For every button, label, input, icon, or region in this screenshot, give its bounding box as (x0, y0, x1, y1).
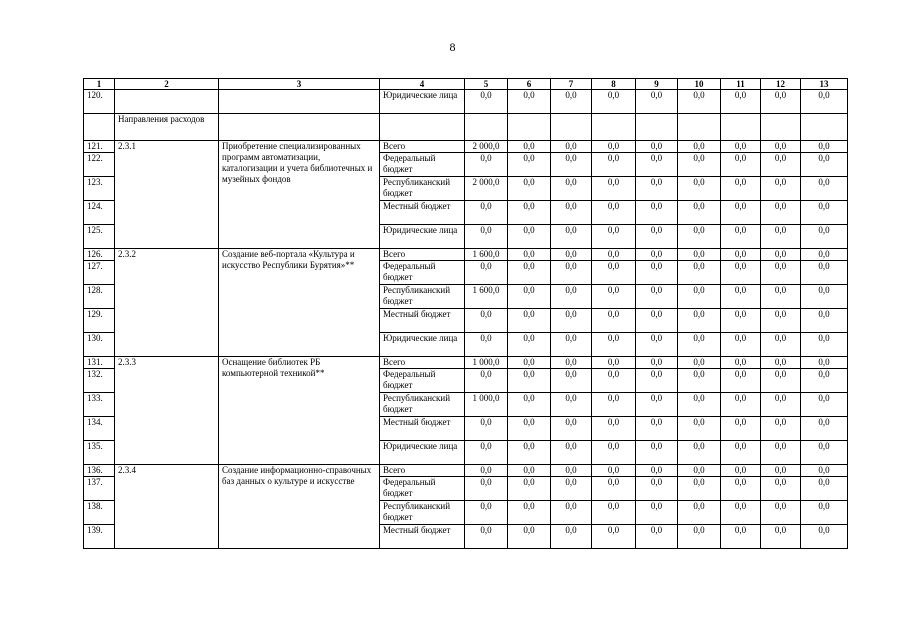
value-cell: 0,0 (508, 525, 551, 549)
value-cell: 1 600,0 (465, 285, 508, 309)
value-cell: 0,0 (721, 177, 761, 201)
funding-source: Республиканский бюджет (380, 501, 465, 525)
funding-source: Юридические лица (380, 333, 465, 357)
value-cell: 0,0 (551, 393, 592, 417)
funding-source: Всего (380, 357, 465, 369)
row-number: 124. (84, 201, 115, 225)
value-cell: 0,0 (678, 201, 721, 225)
funding-source: Юридические лица (380, 441, 465, 465)
value-cell: 1 000,0 (465, 393, 508, 417)
value-cell: 2 000,0 (465, 177, 508, 201)
column-header: 12 (761, 79, 801, 90)
value-cell: 0,0 (508, 369, 551, 393)
value-cell: 0,0 (551, 141, 592, 153)
name-cell: Создание веб-портала «Культура и искусство Республики Бурятия»** (219, 249, 380, 357)
column-header: 10 (678, 79, 721, 90)
table-row (84, 141, 848, 153)
value-cell: 0,0 (678, 369, 721, 393)
value-cell: 0,0 (636, 465, 678, 477)
table-row (84, 357, 848, 369)
value-cell: 0,0 (678, 333, 721, 357)
value-cell: 0,0 (801, 465, 848, 477)
value-cell: 1 600,0 (465, 249, 508, 261)
value-cell: 0,0 (508, 441, 551, 465)
value-cell: 0,0 (465, 465, 508, 477)
value-cell: 0,0 (636, 417, 678, 441)
value-cell: 0,0 (465, 153, 508, 177)
value-cell: 0,0 (721, 249, 761, 261)
value-cell: 0,0 (761, 333, 801, 357)
name-cell (219, 90, 380, 114)
value-cell: 0,0 (551, 225, 592, 249)
value-cell: 0,0 (636, 369, 678, 393)
value-cell: 1 000,0 (465, 357, 508, 369)
funding-source: Всего (380, 465, 465, 477)
value-cell: 0,0 (636, 525, 678, 549)
value-cell: 0,0 (761, 465, 801, 477)
value-cell: 0,0 (551, 417, 592, 441)
funding-source: Республиканский бюджет (380, 393, 465, 417)
value-cell: 0,0 (551, 501, 592, 525)
value-cell: 0,0 (551, 333, 592, 357)
value-cell: 0,0 (721, 261, 761, 285)
column-header: 4 (380, 79, 465, 90)
value-cell: 0,0 (465, 501, 508, 525)
column-header: 1 (84, 79, 115, 90)
value-cell: 0,0 (678, 309, 721, 333)
column-header: 13 (801, 79, 848, 90)
value-cell: 0,0 (761, 309, 801, 333)
funding-source: Республиканский бюджет (380, 285, 465, 309)
value-cell: 0,0 (465, 90, 508, 114)
value-cell: 0,0 (801, 141, 848, 153)
value-cell: 0,0 (721, 153, 761, 177)
value-cell: 0,0 (801, 393, 848, 417)
value-cell: 0,0 (721, 357, 761, 369)
funding-source: Местный бюджет (380, 417, 465, 441)
value-cell: 0,0 (678, 285, 721, 309)
code-cell: 2.3.3 (115, 357, 219, 465)
value-cell: 0,0 (551, 90, 592, 114)
value-cell: 0,0 (592, 525, 636, 549)
value-cell: 0,0 (636, 477, 678, 501)
value-cell: 0,0 (592, 90, 636, 114)
value-cell: 0,0 (801, 525, 848, 549)
funding-source: Всего (380, 249, 465, 261)
value-cell: 0,0 (465, 261, 508, 285)
page-number: 8 (449, 40, 456, 54)
value-cell: 0,0 (592, 465, 636, 477)
value-cell: 0,0 (678, 249, 721, 261)
value-cell: 0,0 (592, 393, 636, 417)
column-header: 7 (551, 79, 592, 90)
value-cell: 0,0 (721, 525, 761, 549)
value-cell: 0,0 (592, 201, 636, 225)
code-cell: 2.3.2 (115, 249, 219, 357)
value-cell: 0,0 (761, 441, 801, 465)
value-cell: 0,0 (678, 525, 721, 549)
funding-source: Федеральный бюджет (380, 153, 465, 177)
value-cell: 0,0 (508, 90, 551, 114)
table-row (84, 465, 848, 477)
value-cell: 0,0 (592, 441, 636, 465)
value-cell: 0,0 (592, 357, 636, 369)
value-cell: 0,0 (721, 465, 761, 477)
row-number: 137. (84, 477, 115, 501)
value-cell: 0,0 (678, 225, 721, 249)
value-cell: 0,0 (721, 441, 761, 465)
value-cell: 0,0 (801, 201, 848, 225)
value-cell: 0,0 (801, 153, 848, 177)
value-cell: 0,0 (801, 501, 848, 525)
value-cell: 2 000,0 (465, 141, 508, 153)
value-cell: 0,0 (592, 225, 636, 249)
value-cell: 0,0 (761, 393, 801, 417)
value-cell: 0,0 (801, 225, 848, 249)
row-number: 136. (84, 465, 115, 477)
value-cell: 0,0 (551, 177, 592, 201)
funding-source: Республиканский бюджет (380, 177, 465, 201)
value-cell: 0,0 (592, 177, 636, 201)
table-row (84, 249, 848, 261)
value-cell: 0,0 (508, 177, 551, 201)
value-cell: 0,0 (761, 153, 801, 177)
value-cell: 0,0 (678, 465, 721, 477)
value-cell: 0,0 (636, 225, 678, 249)
value-cell: 0,0 (551, 465, 592, 477)
value-cell: 0,0 (592, 417, 636, 441)
value-cell: 0,0 (801, 417, 848, 441)
value-cell: 0,0 (801, 357, 848, 369)
value-cell: 0,0 (761, 225, 801, 249)
value-cell: 0,0 (678, 357, 721, 369)
row-number: 135. (84, 441, 115, 465)
value-cell: 0,0 (761, 357, 801, 369)
row-number: 131. (84, 357, 115, 369)
value-cell: 0,0 (721, 393, 761, 417)
value-cell: 0,0 (721, 417, 761, 441)
value-cell: 0,0 (678, 90, 721, 114)
value-cell: 0,0 (721, 201, 761, 225)
value-cell: 0,0 (678, 441, 721, 465)
row-number: 139. (84, 525, 115, 549)
value-cell: 0,0 (551, 153, 592, 177)
value-cell: 0,0 (551, 357, 592, 369)
column-header: 2 (115, 79, 219, 90)
column-header: 6 (508, 79, 551, 90)
section-label: Направления расходов (115, 114, 219, 141)
value-cell: 0,0 (508, 141, 551, 153)
value-cell: 0,0 (508, 417, 551, 441)
value-cell: 0,0 (592, 333, 636, 357)
row-number: 127. (84, 261, 115, 285)
value-cell: 0,0 (465, 417, 508, 441)
value-cell: 0,0 (508, 201, 551, 225)
value-cell: 0,0 (551, 369, 592, 393)
value-cell: 0,0 (465, 225, 508, 249)
value-cell: 0,0 (801, 261, 848, 285)
value-cell: 0,0 (678, 177, 721, 201)
value-cell: 0,0 (551, 525, 592, 549)
value-cell: 0,0 (721, 309, 761, 333)
value-cell: 0,0 (678, 501, 721, 525)
value-cell: 0,0 (508, 249, 551, 261)
value-cell: 0,0 (761, 201, 801, 225)
value-cell: 0,0 (551, 309, 592, 333)
value-cell: 0,0 (636, 177, 678, 201)
funding-source: Местный бюджет (380, 201, 465, 225)
value-cell: 0,0 (592, 141, 636, 153)
code-cell: 2.3.1 (115, 141, 219, 249)
name-cell: Приобретение специализированных программ автоматизации, каталогизации и учета библиотечных и музейных фондов (219, 141, 380, 249)
row-number: 122. (84, 153, 115, 177)
value-cell: 0,0 (551, 261, 592, 285)
funding-source: Местный бюджет (380, 525, 465, 549)
value-cell: 0,0 (636, 249, 678, 261)
value-cell: 0,0 (592, 501, 636, 525)
row-number: 130. (84, 333, 115, 357)
value-cell: 0,0 (721, 90, 761, 114)
value-cell: 0,0 (592, 285, 636, 309)
value-cell: 0,0 (801, 333, 848, 357)
value-cell: 0,0 (636, 141, 678, 153)
value-cell: 0,0 (678, 261, 721, 285)
value-cell: 0,0 (592, 369, 636, 393)
value-cell: 0,0 (636, 333, 678, 357)
value-cell: 0,0 (508, 477, 551, 501)
value-cell: 0,0 (636, 153, 678, 177)
column-header: 3 (219, 79, 380, 90)
row-number: 128. (84, 285, 115, 309)
value-cell: 0,0 (465, 525, 508, 549)
value-cell: 0,0 (801, 177, 848, 201)
funding-source: Федеральный бюджет (380, 369, 465, 393)
value-cell: 0,0 (551, 201, 592, 225)
value-cell: 0,0 (761, 177, 801, 201)
value-cell: 0,0 (678, 141, 721, 153)
value-cell: 0,0 (721, 285, 761, 309)
value-cell: 0,0 (761, 501, 801, 525)
value-cell: 0,0 (721, 477, 761, 501)
row-number: 125. (84, 225, 115, 249)
funding-source: Юридические лица (380, 90, 465, 114)
value-cell: 0,0 (761, 417, 801, 441)
code-cell: 2.3.4 (115, 465, 219, 549)
value-cell: 0,0 (592, 249, 636, 261)
value-cell: 0,0 (801, 309, 848, 333)
value-cell: 0,0 (761, 525, 801, 549)
table-row (84, 90, 848, 114)
value-cell: 0,0 (636, 441, 678, 465)
row-number: 120. (84, 90, 115, 114)
section-row (84, 114, 848, 141)
funding-source: Всего (380, 141, 465, 153)
funding-source: Юридические лица (380, 225, 465, 249)
row-number: 133. (84, 393, 115, 417)
value-cell: 0,0 (592, 309, 636, 333)
value-cell: 0,0 (636, 393, 678, 417)
value-cell: 0,0 (678, 393, 721, 417)
value-cell: 0,0 (636, 90, 678, 114)
row-number: 132. (84, 369, 115, 393)
funding-source: Местный бюджет (380, 309, 465, 333)
value-cell: 0,0 (761, 369, 801, 393)
funding-source: Федеральный бюджет (380, 261, 465, 285)
value-cell: 0,0 (508, 225, 551, 249)
value-cell: 0,0 (801, 90, 848, 114)
header-row (84, 79, 848, 90)
value-cell: 0,0 (721, 333, 761, 357)
value-cell: 0,0 (721, 141, 761, 153)
row-number: 123. (84, 177, 115, 201)
value-cell: 0,0 (508, 309, 551, 333)
name-cell: Оснащение библиотек РБ компьютерной техникой** (219, 357, 380, 465)
value-cell: 0,0 (636, 501, 678, 525)
value-cell: 0,0 (721, 501, 761, 525)
value-cell: 0,0 (801, 249, 848, 261)
value-cell: 0,0 (508, 393, 551, 417)
value-cell: 0,0 (636, 309, 678, 333)
row-number: 121. (84, 141, 115, 153)
value-cell: 0,0 (636, 261, 678, 285)
row-number: 126. (84, 249, 115, 261)
value-cell: 0,0 (551, 249, 592, 261)
value-cell: 0,0 (551, 477, 592, 501)
value-cell: 0,0 (465, 309, 508, 333)
value-cell: 0,0 (508, 333, 551, 357)
budget-table (83, 78, 848, 549)
value-cell: 0,0 (551, 441, 592, 465)
value-cell: 0,0 (508, 153, 551, 177)
column-header: 9 (636, 79, 678, 90)
value-cell: 0,0 (761, 141, 801, 153)
value-cell: 0,0 (678, 153, 721, 177)
value-cell: 0,0 (592, 261, 636, 285)
value-cell: 0,0 (721, 369, 761, 393)
value-cell: 0,0 (508, 285, 551, 309)
value-cell: 0,0 (508, 465, 551, 477)
value-cell: 0,0 (721, 225, 761, 249)
row-number: 138. (84, 501, 115, 525)
value-cell: 0,0 (465, 333, 508, 357)
column-header: 5 (465, 79, 508, 90)
value-cell: 0,0 (636, 357, 678, 369)
value-cell: 0,0 (551, 285, 592, 309)
value-cell: 0,0 (465, 441, 508, 465)
value-cell: 0,0 (465, 369, 508, 393)
value-cell: 0,0 (592, 477, 636, 501)
value-cell: 0,0 (508, 357, 551, 369)
code-cell (115, 90, 219, 114)
value-cell: 0,0 (465, 477, 508, 501)
value-cell: 0,0 (508, 501, 551, 525)
funding-source: Федеральный бюджет (380, 477, 465, 501)
value-cell: 0,0 (761, 261, 801, 285)
value-cell: 0,0 (678, 417, 721, 441)
row-number: 129. (84, 309, 115, 333)
value-cell: 0,0 (761, 90, 801, 114)
name-cell: Создание информационно-справочных баз данных о культуре и искусстве (219, 465, 380, 549)
value-cell: 0,0 (636, 201, 678, 225)
row-number: 134. (84, 417, 115, 441)
value-cell: 0,0 (801, 441, 848, 465)
value-cell: 0,0 (801, 285, 848, 309)
value-cell: 0,0 (761, 477, 801, 501)
value-cell: 0,0 (508, 261, 551, 285)
value-cell: 0,0 (636, 285, 678, 309)
column-header: 8 (592, 79, 636, 90)
value-cell: 0,0 (761, 249, 801, 261)
value-cell: 0,0 (592, 153, 636, 177)
column-header: 11 (721, 79, 761, 90)
value-cell: 0,0 (761, 285, 801, 309)
value-cell: 0,0 (678, 477, 721, 501)
value-cell: 0,0 (465, 201, 508, 225)
value-cell: 0,0 (801, 369, 848, 393)
value-cell: 0,0 (801, 477, 848, 501)
